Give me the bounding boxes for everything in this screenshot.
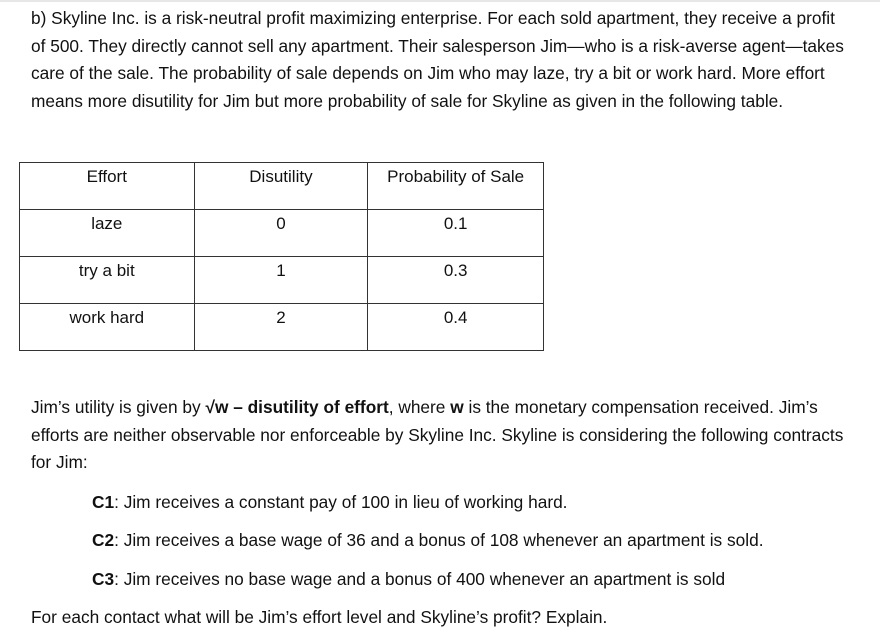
cell-effort: laze (20, 210, 195, 257)
contract-c2 (92, 528, 764, 552)
utility-text-3: is the monetary compensation received. Jim’s efforts are neither observable nor enforceable by Skyline Inc. Skyline is considering the following contracts for Jim: (31, 397, 844, 472)
top-divider (0, 0, 880, 2)
intro-paragraph: b) Skyline Inc. is a risk-neutral profit maximizing enterprise. For each sold apartment, they receive a profit of 500. They directly cannot sell any apartment. Their salesperson Jim—who is a risk-averse agent—takes care of the sale. The probability of sale depends on Jim who may laze, try a bit or work hard. More effort means more disutility for Jim but more probability of sale for Skyline as given in the following table. (31, 8, 844, 111)
utility-text-1: Jim’s utility is given by (31, 397, 206, 417)
cell-disutility: 1 (194, 257, 368, 304)
utility-variable: w (450, 397, 464, 417)
cell-effort: try a bit (20, 257, 195, 304)
table-row (20, 304, 544, 351)
table-row (20, 257, 544, 304)
cell-probability: 0.4 (368, 304, 544, 351)
cell-probability: 0.3 (368, 257, 544, 304)
contract-label: C3 (92, 569, 115, 589)
header-probability: Probability of Sale (368, 163, 544, 210)
effort-table (19, 162, 544, 351)
cell-probability: 0.1 (368, 210, 544, 257)
cell-disutility: 2 (194, 304, 368, 351)
utility-formula: √w – disutility of effort (205, 397, 389, 417)
cell-disutility: 0 (194, 210, 368, 257)
contract-label: C1 (92, 492, 115, 512)
cell-effort: work hard (20, 304, 195, 351)
header-disutility: Disutility (194, 163, 368, 210)
question-text: For each contact what will be Jim’s effort level and Skyline’s profit? Explain. (31, 607, 608, 627)
contract-c3 (92, 567, 725, 591)
utility-paragraph (31, 394, 851, 477)
contract-text: : Jim receives a base wage of 36 and a bonus of 108 whenever an apartment is sold. (114, 530, 764, 550)
contract-text: : Jim receives no base wage and a bonus of 400 whenever an apartment is sold (114, 569, 726, 589)
contract-label: C2 (92, 530, 115, 550)
utility-text-2: , where (388, 397, 451, 417)
table-header-row (20, 163, 544, 210)
header-effort: Effort (20, 163, 195, 210)
contract-text: : Jim receives a constant pay of 100 in lieu of working hard. (114, 492, 568, 512)
contract-c1 (92, 490, 567, 514)
table-row (20, 210, 544, 257)
